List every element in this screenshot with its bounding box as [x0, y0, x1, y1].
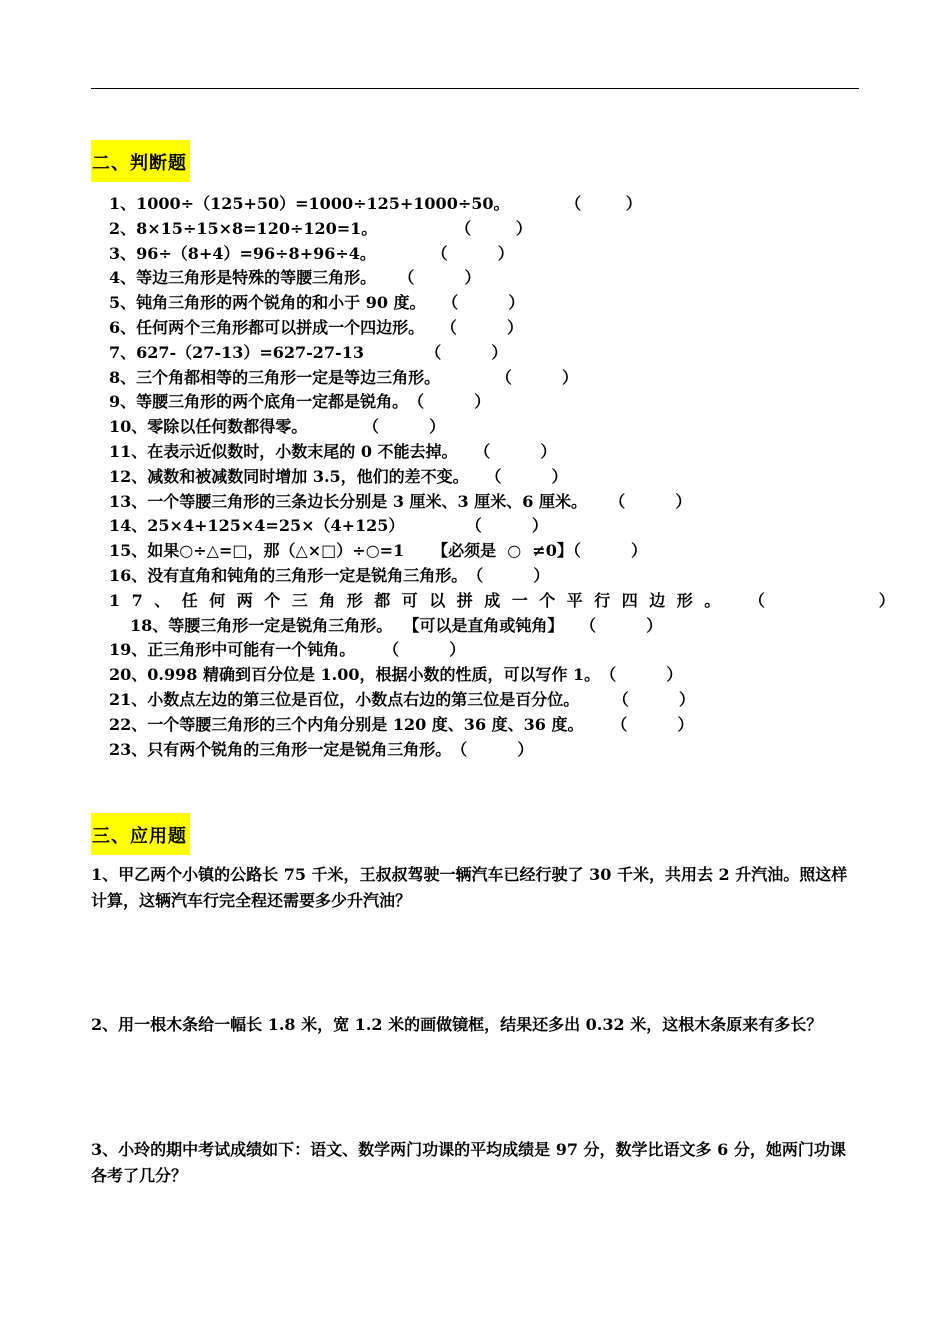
judge-question — [109, 564, 869, 589]
judge-question-text: 23、只有两个锐角的三角形一定是锐角三角形。 — [109, 739, 452, 759]
answer-blank[interactable]: （ ） — [565, 194, 642, 213]
answer-blank[interactable]: （ ） — [383, 640, 466, 660]
judge-question-text: 20、0.998 精确到百分位是 1.00，根据小数的性质，可以写作 1。 — [109, 665, 601, 685]
judge-question-gap — [377, 219, 455, 238]
judge-question — [109, 242, 869, 267]
judge-question-text: 4、等边三角形是特殊的等腰三角形。 — [109, 268, 377, 288]
answer-blank[interactable]: （ ） — [748, 590, 907, 610]
answer-blank[interactable]: （ ） — [362, 417, 446, 437]
judge-question — [109, 440, 869, 465]
judge-question — [109, 614, 869, 639]
judge-question-text: 11、在表示近似数时，小数末尾的 0 不能去掉。 — [109, 441, 458, 461]
judge-question-gap — [376, 244, 432, 263]
judge-question-gap — [364, 343, 425, 362]
judge-question — [109, 738, 869, 763]
judge-question — [109, 688, 869, 713]
judge-question — [109, 415, 869, 440]
judge-question-gap — [307, 417, 363, 436]
answer-blank[interactable]: （ ） — [425, 342, 508, 362]
judge-question-gap — [440, 368, 496, 387]
judge-question — [109, 316, 869, 341]
judge-question — [109, 366, 869, 391]
answer-blank[interactable]: （ ） — [485, 466, 568, 486]
answer-blank[interactable]: （ ） — [431, 243, 514, 263]
judge-question — [109, 490, 869, 515]
judge-question-gap — [579, 690, 612, 709]
answer-blank[interactable]: （ ） — [467, 565, 550, 585]
judge-question-gap — [392, 616, 403, 635]
judge-question-text: 6、任何两个三角形都可以拼成一个四边形。 — [109, 317, 425, 337]
section-title-judge: 二、判断题 — [91, 140, 190, 182]
answer-blank[interactable]: （ ） — [474, 441, 557, 461]
judge-question — [109, 514, 869, 539]
judge-question-text: 7、627-（27-13）=627-27-13 — [109, 342, 364, 362]
answer-blank[interactable]: （ ） — [455, 218, 532, 238]
judge-question-text: 3、96÷（8+4）=96÷8+96÷4。 — [109, 243, 376, 263]
judge-question-text: 10、零除以任何数都得零。 — [109, 417, 308, 437]
judge-question — [109, 390, 869, 415]
judge-question-text: 19、正三角形中可能有一个钝角。 — [109, 640, 356, 660]
judge-question-text: 5、钝角三角形的两个锐角的和小于 90 度。 — [109, 293, 426, 313]
judge-question-gap — [424, 318, 441, 337]
answer-blank[interactable]: 【可以是直角或钝角】 （ ） — [403, 615, 663, 635]
application-problem-2: 2、用一根木条给一幅长 1.8 米，宽 1.2 米的画做镜框，结果还多出 0.32 米，这根木条原来有多长？ — [91, 1015, 823, 1034]
judge-question-text: 22、一个等腰三角形的三个内角分别是 120 度、36 度、36 度。 — [109, 714, 584, 734]
answer-blank[interactable]: 【必须是 ○ ≠0】（ ） — [432, 541, 647, 561]
judge-question-gap — [732, 591, 749, 610]
section-title-apply: 三、应用题 — [91, 813, 190, 855]
judge-question — [109, 465, 869, 490]
judge-question — [109, 663, 869, 688]
judge-question-text: 14、25×4+125×4=25×（4+125） — [109, 516, 405, 536]
judge-question-text: 2、8×15÷15×8=120÷120=1。 — [109, 218, 378, 238]
judge-question-gap — [376, 268, 398, 287]
judge-question-gap — [458, 442, 475, 461]
judge-question-gap — [426, 293, 443, 312]
judge-question-gap — [583, 715, 611, 734]
answer-blank[interactable]: （ ） — [440, 317, 523, 337]
answer-blank[interactable]: （ ） — [609, 491, 692, 511]
judge-question-gap — [587, 492, 609, 511]
judge-question-text: 21、小数点左边的第三位是百位，小数点右边的第三位是百分位。 — [109, 689, 580, 709]
answer-blank[interactable]: （ ） — [408, 392, 491, 412]
answer-blank[interactable]: （ ） — [398, 268, 481, 288]
application-problem-3: 3、小玲的期中考试成绩如下：语文、数学两门功课的平均成绩是 97 分，数学比语文多 6 分，她两门功课各考了几分？ — [91, 1140, 846, 1185]
judge-question-gap — [469, 467, 486, 486]
judge-question-text: 9、等腰三角形的两个底角一定都是锐角。 — [109, 392, 409, 412]
judge-question-text: 12、减数和被减数同时增加 3.5，他们的差不变。 — [109, 466, 469, 486]
judge-question — [109, 291, 869, 316]
judge-question — [109, 539, 869, 564]
judge-question-text: 1、1000÷（125+50）=1000÷125+1000÷50。 — [109, 194, 510, 213]
answer-blank[interactable]: （ ） — [495, 367, 578, 387]
judge-question — [109, 217, 869, 242]
judge-question — [109, 266, 869, 291]
judge-question-text: 8、三个角都相等的三角形一定是等边三角形。 — [109, 367, 441, 387]
judge-question-list — [109, 192, 907, 762]
judge-question-text: 18、等腰三角形一定是锐角三角形。 — [130, 615, 393, 635]
top-rule — [91, 88, 859, 89]
judge-question-gap — [404, 516, 465, 535]
answer-blank[interactable]: （ ） — [600, 665, 683, 685]
answer-blank[interactable]: （ ） — [612, 689, 695, 709]
answer-blank[interactable]: （ ） — [465, 516, 548, 536]
judge-question-gap — [510, 194, 566, 213]
judge-question — [109, 341, 869, 366]
answer-blank[interactable]: （ ） — [451, 739, 534, 759]
judge-question — [109, 192, 869, 217]
judge-question — [109, 638, 869, 663]
answer-blank[interactable]: （ ） — [611, 714, 694, 734]
application-problem-1: 1、甲乙两个小镇的公路长 75 千米，王叔叔驾驶一辆汽车已经行驶了 30 千米，共用去 2 升汽油。照这样计算，这辆汽车行完全程还需要多少升汽油？ — [91, 865, 848, 910]
judge-question — [109, 713, 869, 738]
answer-blank[interactable]: （ ） — [442, 293, 525, 313]
judge-question-text: 16、没有直角和钝角的三角形一定是锐角三角形。 — [109, 565, 468, 585]
judge-question-text: 15、如果○÷△=□，那（△×□）÷○=1 — [109, 541, 405, 561]
judge-question-gap — [404, 541, 432, 560]
judge-question-text: 17、任何两个三角形都可以拼成一个平行四边形。 — [109, 590, 732, 610]
judge-question-gap — [355, 640, 383, 659]
judge-question — [109, 589, 907, 614]
judge-question-text: 13、一个等腰三角形的三条边长分别是 3 厘米、3 厘米、6 厘米。 — [109, 491, 587, 511]
